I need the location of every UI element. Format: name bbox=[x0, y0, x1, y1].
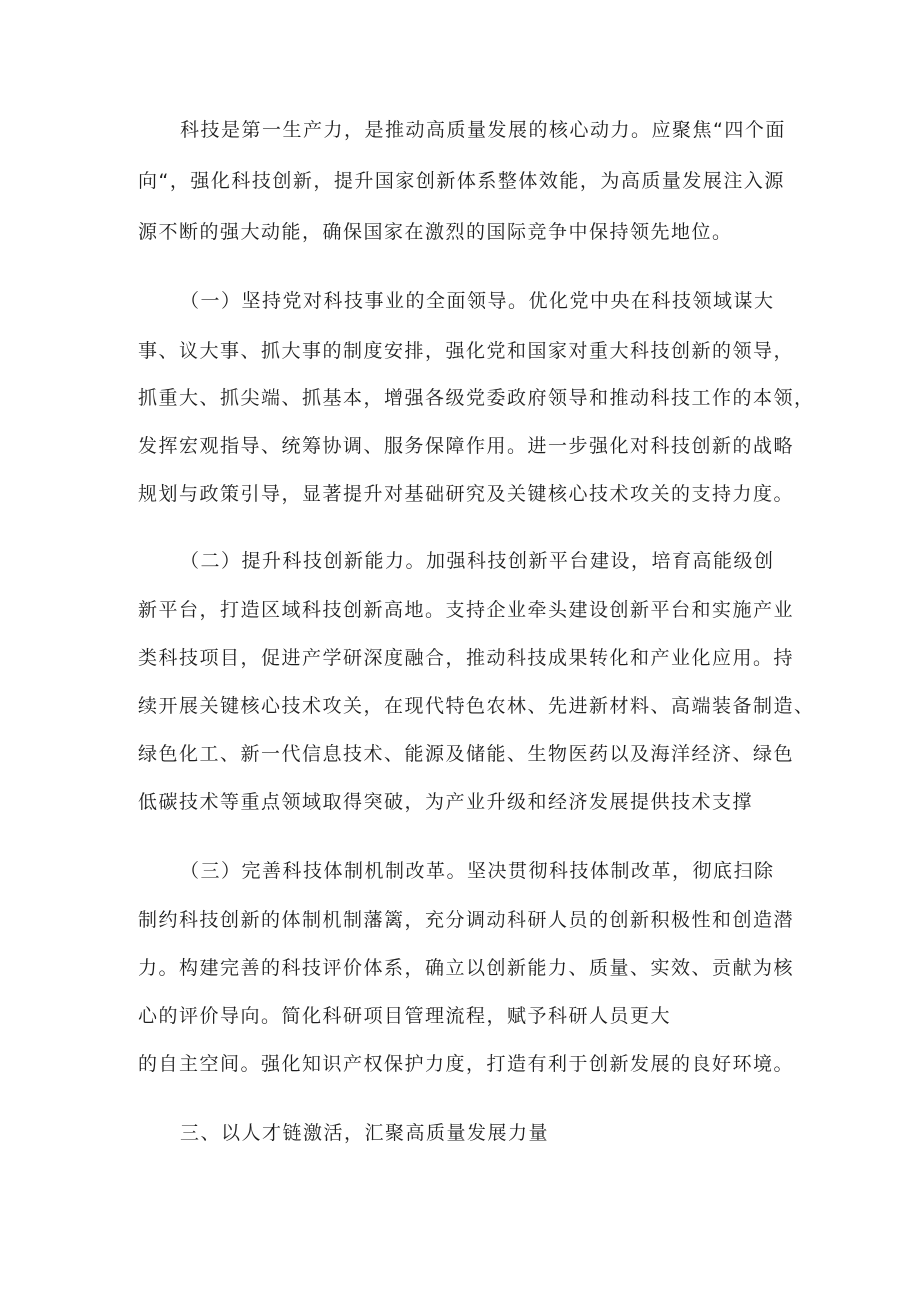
paragraph-3-line-3: 类科技项目，促进产学研深度融合，推动科技成果转化和产业化应用。持 bbox=[138, 647, 795, 669]
paragraph-3-line-4: 续开展关键核心技术攻关，在现代特色农林、先进新材料、高端装备制造、 bbox=[138, 695, 815, 717]
paragraph-2-line-5: 规划与政策引导，显著提升对基础研究及关键核心技术攻关的支持力度。 bbox=[138, 483, 795, 505]
paragraph-4-line-1: （三）完善科技体制机制改革。坚决贯彻科技体制改革，彻底扫除 bbox=[180, 860, 775, 882]
paragraph-1-line-2: 向“，强化科技创新，提升国家创新体系整体效能，为高质量发展注入源 bbox=[138, 170, 785, 192]
paragraph-1-line-1: 科技是第一生产力，是推动高质量发展的核心动力。应聚焦“四个面 bbox=[180, 119, 786, 141]
paragraph-4-line-5: 的自主空间。强化知识产权保护力度，打造有利于创新发展的良好环境。 bbox=[138, 1053, 795, 1075]
paragraph-2-line-2: 事、议大事、抓大事的制度安排，强化党和国家对重大科技创新的领导， bbox=[138, 340, 795, 362]
paragraph-4-line-4: 心的评价导向。简化科研项目管理流程，赋予科研人员更大 bbox=[138, 1005, 672, 1027]
section-heading: 三、以人才链激活，汇聚高质量发展力量 bbox=[180, 1122, 550, 1144]
paragraph-3-line-6: 低碳技术等重点领域取得突破，为产业升级和经济发展提供技术支撑 bbox=[138, 791, 754, 813]
paragraph-3-line-5: 绿色化工、新一代信息技术、能源及储能、生物医药以及海洋经济、绿色 bbox=[138, 743, 795, 765]
paragraph-1-line-3: 源不断的强大动能，确保国家在激烈的国际竞争中保持领先地位。 bbox=[138, 221, 733, 243]
paragraph-2-line-1: （一）坚持党对科技事业的全面领导。优化党中央在科技领域谋大 bbox=[180, 290, 775, 312]
paragraph-4-line-2: 制约科技创新的体制机制藩篱，充分调动科研人员的创新积极性和创造潜 bbox=[138, 909, 795, 931]
paragraph-4-line-3: 力。构建完善的科技评价体系，确立以创新能力、质量、实效、贡献为核 bbox=[138, 957, 795, 979]
paragraph-2-line-3: 抓重大、抓尖端、抓基本，增强各级党委政府领导和推动科技工作的本领， bbox=[138, 387, 815, 409]
paragraph-3-line-1: （二）提升科技创新能力。加强科技创新平台建设，培育高能级创 bbox=[180, 550, 775, 572]
paragraph-2-line-4: 发挥宏观指导、统筹协调、服务保障作用。进一步强化对科技创新的战略 bbox=[138, 435, 795, 457]
paragraph-3-line-2: 新平台，打造区域科技创新高地。支持企业牵头建设创新平台和实施产业 bbox=[138, 599, 795, 621]
